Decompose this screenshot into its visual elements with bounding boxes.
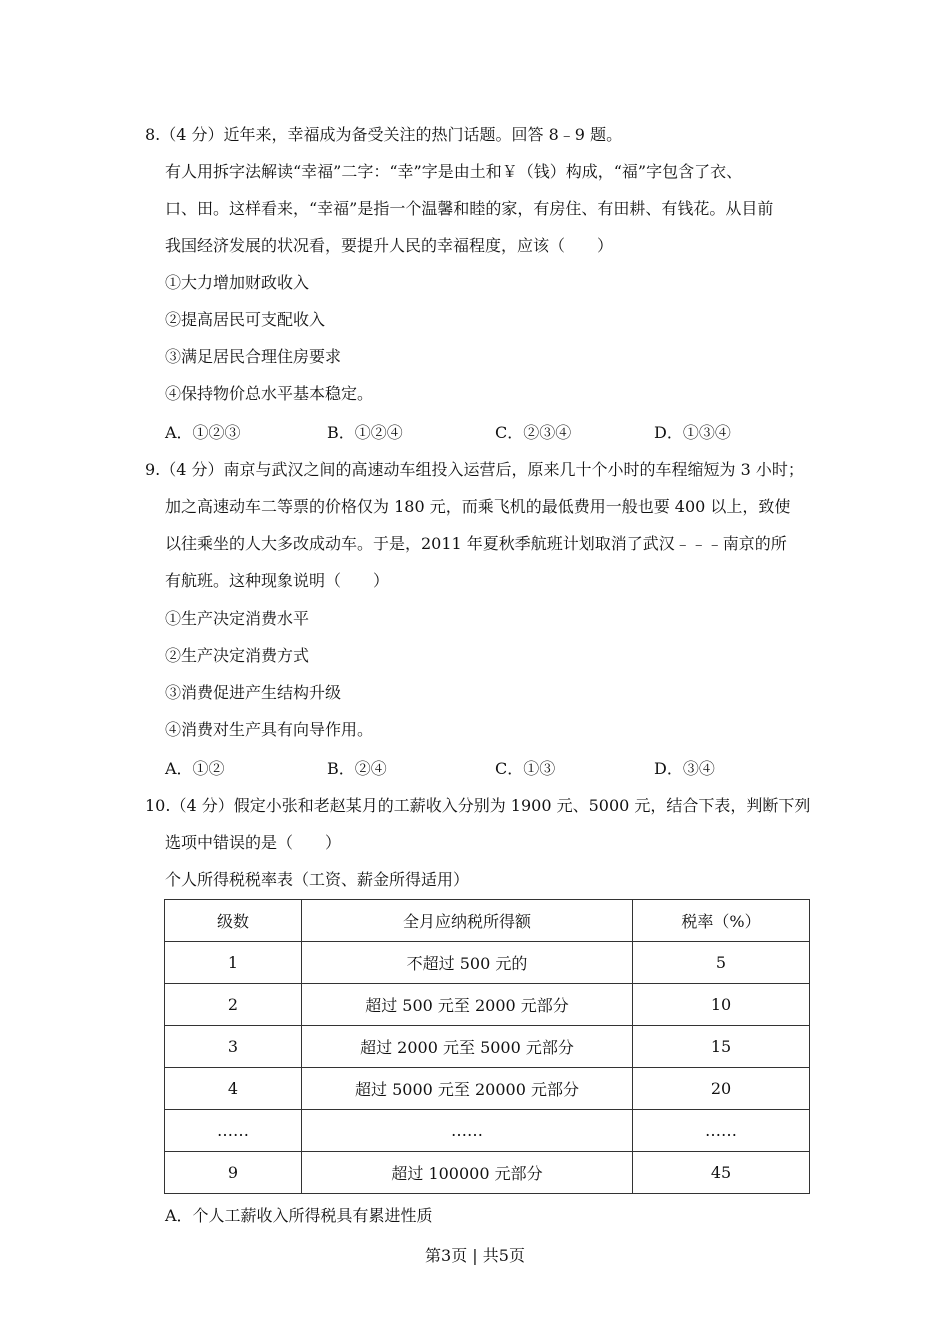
cell-level: 9	[165, 1152, 302, 1194]
cell-level: ……	[165, 1110, 302, 1152]
cell-level: 4	[165, 1068, 302, 1110]
q8-option-a[interactable]: A．①②③	[165, 423, 241, 442]
cell-rate: ……	[633, 1110, 810, 1152]
q8-line-2: 口、田。这样看来，“幸福”是指一个温馨和睦的家，有房住、有田耕、有钱花。从目前	[165, 199, 774, 218]
header-taxable-income: 全月应纳税所得额	[302, 900, 633, 942]
q9-line-2: 加之高速动车二等票的价格仅为 180 元，而乘飞机的最低费用一般也要 400 以上，致使	[165, 497, 791, 516]
q9-line-3: 以往乘坐的人大多改成动车。于是，2011 年夏秋季航班计划取消了武汉﹣﹣﹣南京的所	[165, 534, 787, 553]
cell-rate: 15	[633, 1026, 810, 1068]
page-footer: 第3页 | 共5页	[425, 1246, 525, 1265]
q9-stem: 9.（4 分）南京与武汉之间的高速动车组投入运营后，原来几十个小时的车程缩短为 3 小时；	[145, 460, 804, 479]
q9-item-3: ③消费促进产生结构升级	[165, 683, 342, 702]
cell-level: 2	[165, 984, 302, 1026]
q10-stem: 10.（4 分）假定小张和老赵某月的工薪收入分别为 1900 元、5000 元，结合下表，判断下列	[145, 796, 811, 815]
q9-item-1: ①生产决定消费水平	[165, 609, 310, 628]
cell-income: 超过 2000 元至 5000 元部分	[302, 1026, 633, 1068]
cell-rate: 5	[633, 942, 810, 984]
q8-option-d[interactable]: D．①③④	[654, 423, 731, 442]
q8-item-2: ②提高居民可支配收入	[165, 310, 326, 329]
table-row	[165, 1026, 810, 1068]
q8-option-c[interactable]: C．②③④	[495, 423, 572, 442]
cell-income: 超过 100000 元部分	[302, 1152, 633, 1194]
q9-options	[165, 759, 805, 779]
cell-level: 3	[165, 1026, 302, 1068]
q8-line-1: 有人用拆字法解读“幸福”二字：“幸”字是由土和￥（钱）构成，“福”字包含了衣、	[165, 162, 743, 181]
q8-item-3: ③满足居民合理住房要求	[165, 347, 342, 366]
table-row	[165, 1152, 810, 1194]
q8-item-1: ①大力增加财政收入	[165, 273, 310, 292]
header-tax-rate: 税率（%）	[633, 900, 810, 942]
cell-income: 不超过 500 元的	[302, 942, 633, 984]
q8-stem: 8.（4 分）近年来，幸福成为备受关注的热门话题。回答 8﹣9 题。	[145, 125, 623, 144]
cell-income: ……	[302, 1110, 633, 1152]
q9-item-4: ④消费对生产具有向导作用。	[165, 720, 374, 739]
cell-rate: 10	[633, 984, 810, 1026]
q8-item-4: ④保持物价总水平基本稳定。	[165, 384, 374, 403]
table-row	[165, 984, 810, 1026]
cell-income: 超过 500 元至 2000 元部分	[302, 984, 633, 1026]
table-row	[165, 1068, 810, 1110]
q10-line-2: 选项中错误的是（ ）	[165, 833, 342, 852]
q8-line-3: 我国经济发展的状况看，要提升人民的幸福程度，应该（ ）	[165, 236, 614, 255]
q10-option-a[interactable]: A．个人工薪收入所得税具有累进性质	[165, 1206, 433, 1225]
q9-item-2: ②生产决定消费方式	[165, 646, 310, 665]
cell-level: 1	[165, 942, 302, 984]
table-row	[165, 1110, 810, 1152]
header-level: 级数	[165, 900, 302, 942]
q9-option-a[interactable]: A．①②	[165, 759, 225, 778]
tax-rate-table	[164, 899, 810, 1194]
q10-table-title: 个人所得税税率表（工资、薪金所得适用）	[165, 870, 470, 889]
q9-option-d[interactable]: D．③④	[654, 759, 715, 778]
cell-income: 超过 5000 元至 20000 元部分	[302, 1068, 633, 1110]
q9-option-b[interactable]: B．②④	[327, 759, 387, 778]
q8-options	[165, 423, 805, 443]
q9-line-4: 有航班。这种现象说明（ ）	[165, 571, 390, 590]
q8-option-b[interactable]: B．①②④	[327, 423, 403, 442]
cell-rate: 20	[633, 1068, 810, 1110]
table-header-row	[165, 900, 810, 942]
q9-option-c[interactable]: C．①③	[495, 759, 556, 778]
table-row	[165, 942, 810, 984]
cell-rate: 45	[633, 1152, 810, 1194]
